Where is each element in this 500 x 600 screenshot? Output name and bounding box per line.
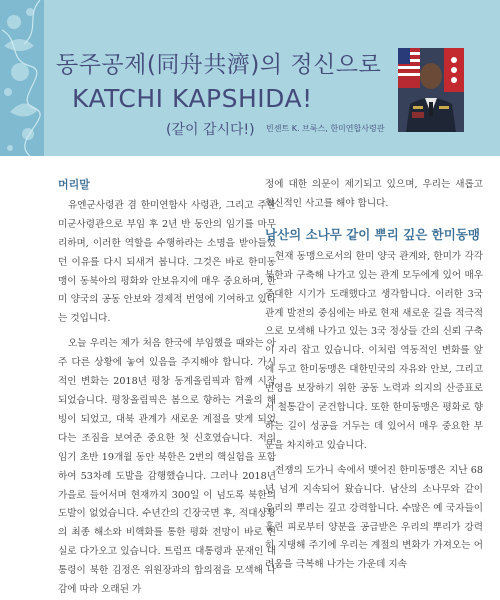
- article-column-right: [265, 176, 483, 575]
- author-portrait: [398, 48, 464, 132]
- paragraph: 유엔군사령관 겸 한미연합사 사령관, 그리고 주한미군사령관으로 부임 후 2년 반 동안의 임기를 마무리하며, 이러한 역할을 수행하라는 소명을 받아들였던 이유를 다시 되새겨 봅니다. 그것은 바로 한미동맹이 동북아의 평화와 안보유지에 매우 중요하며, 한미 양국의 공동 안보와 경제적 번영에 기여하고 있다는 것입니다.: [58, 199, 276, 325]
- floral-ornament-icon: [0, 0, 44, 156]
- section-heading-alliance: 남산의 소나무 같이 뿌리 깊은 한미동맹: [265, 226, 480, 242]
- paragraph: 오늘 우리는 제가 처음 한국에 부임했을 때와는 아주 다른 상황에 놓여 있음을 주지해야 합니다. 가시적인 변화는 2018년 평창 동계올림픽과 함께 시작되었습니다. 평창올림픽은 봄으로 향하는 겨울의 해빙이 되었고, 대북 관계가 새로운 계절을 맞게 되었다는 조짐을 보여준 중요한 첫 신호였습니다. 저의 임기 초반 19개월 동안 북한은 2번의 핵실험을 포함하여 53차례 도발을 감행했습니다. 그러나 2018년 가을로 들어서며 현재까지 300일 이 넘도록 북한의 도발이 없었습니다. 수년간의 긴장국면 후, 적대상황의 최종 해소와 비핵화를 통한 평화 전망이 바로 현실로 다가오고 있습니다. 트럼프 대통령과 문재인 대통령이 북한 김정은 위원장과의 합의점을 모색해 나감에 따라 오래된 가: [58, 338, 276, 596]
- title-english: KATCHI KAPSHIDA!: [72, 84, 313, 113]
- title-subtitle: (같이 갑시다!): [166, 122, 255, 138]
- author-byline: 빈센트 K. 브룩스, 한미연합사령관: [266, 124, 385, 133]
- article-header: [0, 0, 500, 156]
- article-column-left: [58, 176, 276, 600]
- paragraph: 전쟁의 도가니 속에서 맺어진 한미동맹은 지난 68년 넘게 지속되어 왔습니다. 남산의 소나무와 같이 우리의 뿌리는 깊고 강력합니다. 수많은 예 국자들이 흘린 피로부터 양분을 공급받은 우리의 뿌리가 강력히 지탱해 주기에 우리는 계절의 변화가 가져오는 어려움을 극복해 나가는 가운데 지속: [265, 464, 483, 571]
- paragraph: 현재 동맹으로서의 한미 양국 관계와, 한미가 각각 북한과 구축해 나가고 있는 관계 모두에게 있어 매우 중대한 시기가 도래했다고 생각합니다. 이러한 3국관계 발전의 중심에는 바로 현재 새로운 길을 적극적으로 모색해 나가고 있는 3국 정상들 간의 신뢰 구축이 자리 잡고 있습니다. 이처럼 역동적인 변화를 앞에 두고 한미동맹은 대한민국의 자유와 안보, 그리고 번영을 보장하기 위한 공동 노력과 의지의 산증표로서 철통같이 굳건합니다. 또한 한미동맹은 평화로 향하는 길이 성공을 거두는 데 있어서 매우 중요한 부분을 차지하고 있습니다.: [265, 250, 483, 451]
- section-heading-intro: 머리말: [58, 178, 90, 191]
- title-korean: 동주공제(同舟共濟)의 정신으로: [56, 52, 382, 78]
- paragraph: 정에 대한 의문이 제기되고 있으며, 우리는 새롭고 혁신적인 사고를 해야 합니다.: [265, 179, 483, 209]
